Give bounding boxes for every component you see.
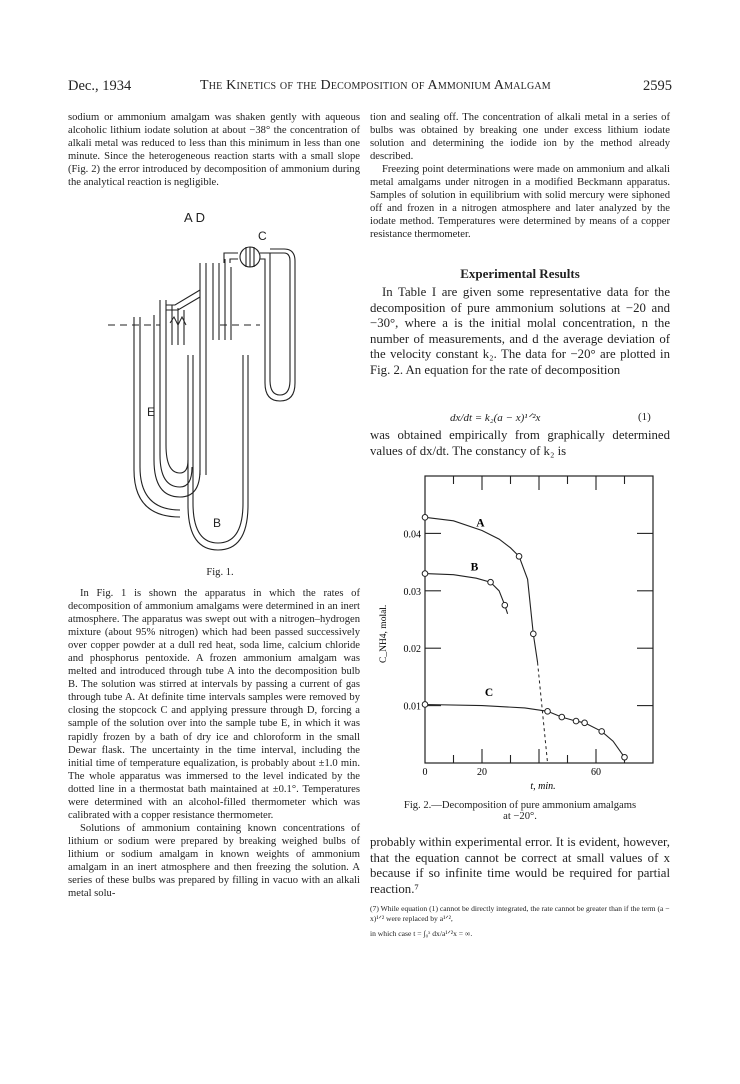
data-point-c — [422, 702, 428, 708]
data-point-c — [545, 709, 551, 715]
footnote-line1: (7) While equation (1) cannot be directly integrated, the rate cannot be greater than if the term (a − x)¹ᐟ² were replaced by a¹ᐟ², — [370, 904, 670, 924]
data-point-c — [582, 720, 588, 726]
series-curve-c — [425, 705, 625, 758]
x-tick-label: 0 — [422, 767, 428, 778]
data-point-a — [531, 631, 537, 637]
label-ad: A D — [184, 210, 205, 225]
figure-2 — [370, 466, 670, 796]
series-label-b: B — [470, 561, 479, 574]
data-point-b — [488, 579, 494, 585]
rate-equation: dx/dt = k₂(a − x)¹ᐟ²x — [450, 412, 541, 424]
y-tick-label: 0.03 — [403, 586, 421, 598]
left-intro-paragraph — [68, 111, 360, 189]
left-body-text — [68, 587, 360, 900]
data-point-c — [573, 718, 579, 724]
freezing-point-paragraph: Freezing point determinations were made on ammonium and alkali metal amalgams under nitrogen in a modified Beckmann apparatus. Samples of solution in equilibrium with solid mercury were siphoned off and frozen in a nitrogen atmosphere and later analyzed by the iodate method. Temperatures were determined by means of a copper resistance thermometer. — [370, 164, 670, 241]
fig2-caption — [370, 800, 670, 822]
x-tick-label: 20 — [477, 767, 487, 778]
y-tick-label: 0.01 — [403, 701, 421, 713]
running-header-date: Dec., 1934 — [68, 78, 132, 94]
data-point-c — [622, 754, 628, 760]
results-text — [370, 285, 670, 379]
page-number: 2595 — [643, 78, 672, 94]
data-point-a — [516, 554, 522, 560]
results-text-continued — [370, 428, 670, 459]
figure-1 — [100, 205, 350, 570]
constancy-paragraph: was obtained empirically from graphically determined values of dx/dt. The constancy of k₂ is — [370, 428, 670, 458]
right-bottom-text — [370, 835, 670, 897]
label-e: E — [147, 405, 156, 419]
x-tick-label: 60 — [591, 767, 601, 778]
apparatus-diagram — [100, 205, 350, 570]
sealing-paragraph: tion and sealing off. The concentration of alkali metal in a series of bulbs was obtained by breaking one under excess lithium iodate solution and determining the iodide ion by the method already described. — [370, 112, 670, 163]
results-paragraph: In Table I are given some representative data for the decomposition of pure ammonium solutions at −20 and −30°, where a is the initial molal concentration, n the number of measurements, and d the average deviation of the velocity constant k₂. The data for −20° are plotted in Fig. 2. An equation for the rate of decomposition — [370, 285, 670, 377]
series-label-a: A — [476, 517, 485, 530]
plot-frame — [425, 476, 653, 763]
y-tick-label: 0.04 — [403, 529, 421, 541]
series-curve-b — [425, 574, 508, 614]
y-tick-label: 0.02 — [403, 644, 421, 656]
y-axis-label: C_NH4, molal. — [379, 604, 389, 664]
x-axis-label: t, min. — [530, 781, 556, 792]
fig2-caption-line1: Fig. 2.—Decomposition of pure ammonium amalgams — [403, 800, 637, 811]
equation-number: (1) — [638, 411, 651, 423]
data-point-c — [599, 729, 605, 735]
footnote-line2: in which case t = ∫₀ˣ dx/a¹ᐟ²x = ∞. — [370, 928, 473, 938]
series-curve-a — [425, 517, 538, 662]
footnote — [370, 904, 670, 939]
fig1-caption: Fig. 1. — [206, 567, 234, 578]
decomposition-chart — [370, 466, 670, 796]
series-label-c: C — [484, 686, 494, 699]
running-header-title: The Kinetics of the Decomposition of Ammonium Amalgam — [200, 78, 551, 93]
intro-text: sodium or ammonium amalgam was shaken gently with aqueous alcoholic lithium iodate solution at about −38° the concentration of alkali metal was reduced to less than this minimum in less than one minute. Since the heterogeneous reaction starts with a small slope (Fig. 2) the error introduced by decomposition of ammonium during the analytical reaction is negligible. — [68, 112, 360, 189]
data-point-c — [559, 714, 565, 720]
solutions-paragraph: Solutions of ammonium containing known concentrations of lithium or sodium were prepared by breaking weighed bulbs of lithium or sodium amalgam in known weights of ammonium amalgam in an inert atmosphere and then freezing the solution. A series of these bulbs was prepared by filling in vacuo with an alkali metal solu- — [68, 822, 360, 900]
section-heading: Experimental Results — [460, 266, 580, 281]
label-c: C — [258, 229, 267, 243]
right-top-text — [370, 111, 670, 241]
label-b: B — [213, 516, 222, 530]
data-point-a — [422, 515, 428, 521]
apparatus-paragraph: In Fig. 1 is shown the apparatus in which the rates of decomposition of ammonium amalgams were determined in an inert atmosphere. The apparatus was swept out with a nitrogen–hydrogen mixture (about 95% nitrogen) which had been passed successively over copper powder at a dull red heat, soda lime, calcium chloride and phosphorus pentoxide. A frozen ammonium amalgam was melted and introduced through tube A into the decomposition bulb B. The solution was stirred at intervals by passing a current of gas through tube A. At definite time intervals samples were removed by closing the stopcock C and applying pressure through D, forcing a sample of the solution over into the sample tube E, in which it was rapidly frozen by a bath of dry ice and chloroform in the small Dewar flask. The uncertainty in the time interval, including the initial time of temperature equalization, is probably about ±1.0 min. The whole apparatus was immersed to the level indicated by the dotted line in a thermostat bath maintained at ±0.1°. Temperatures were determined with an alcohol-filled thermometer which was calibrated with a copper resistance thermometer. — [68, 588, 360, 821]
fig2-caption-line2: at −20°. — [503, 811, 537, 822]
conclusion-paragraph: probably within experimental error. It is evident, however, that the equation cannot be correct at small values of x because if so infinite time would be required for partial reaction.⁷ — [370, 835, 670, 896]
data-point-b — [502, 602, 508, 608]
data-point-b — [422, 571, 428, 577]
